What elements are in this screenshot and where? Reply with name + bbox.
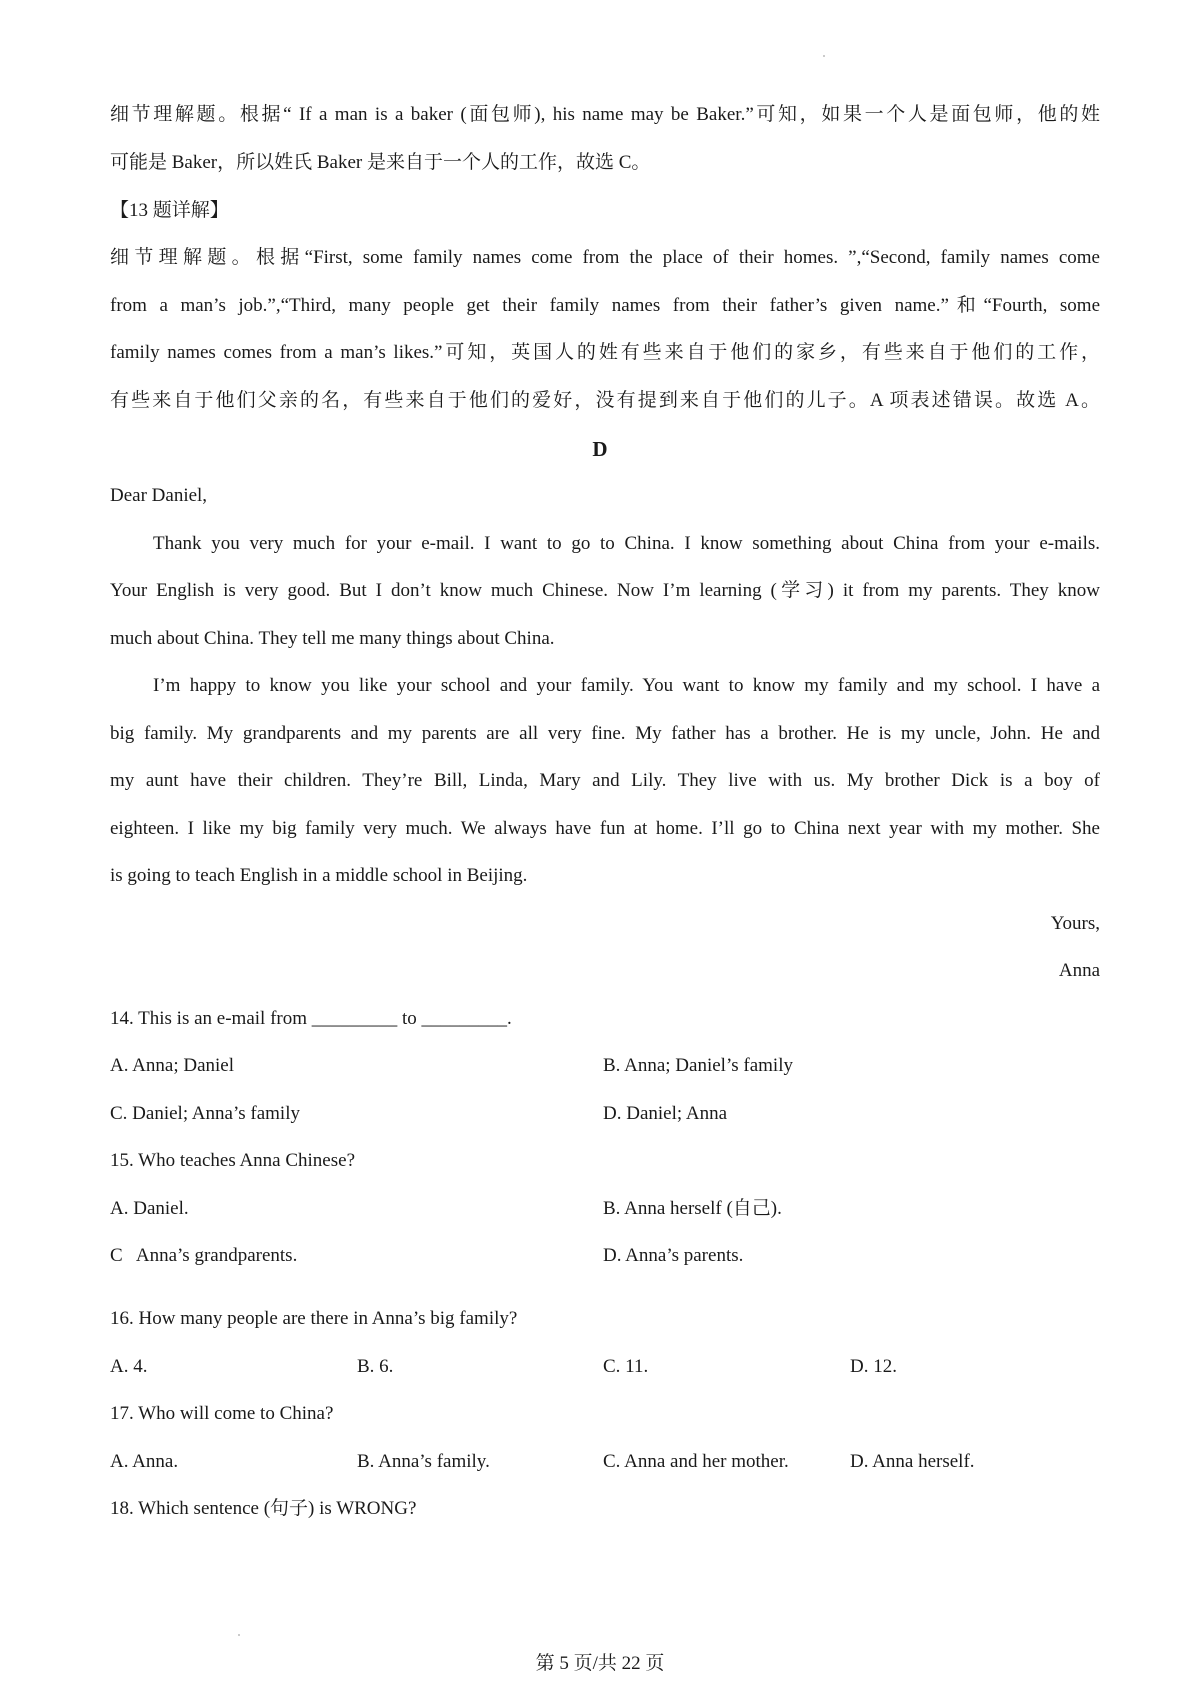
question-14-option-d: D. Daniel; Anna xyxy=(603,1103,728,1124)
question-17-option-d: D. Anna herself. xyxy=(850,1451,975,1472)
question-15-option-d: D. Anna’s parents. xyxy=(603,1245,744,1266)
explanation-13-line-4: 有些来自于他们父亲的名，有些来自于他们的爱好，没有提到来自于他们的儿子。A 项表述错误。故选 A。 xyxy=(110,390,1100,411)
question-17-option-c: C. Anna and her mother. xyxy=(603,1451,789,1472)
question-16-option-c: C. 11. xyxy=(603,1356,649,1377)
letter-paragraph-2-line-3: my aunt have their children. They’re Bill, Linda, Mary and Lily. They live with us. My brother Dick is a boy of xyxy=(110,770,1100,791)
explanation-13-line-3: family names comes from a man’s likes.”可知，英国人的姓有些来自于他们的家乡，有些来自于他们的工作， xyxy=(110,342,1100,363)
letter-closing: Yours, xyxy=(1050,913,1100,934)
question-14-stem: 14. This is an e-mail from _________ to _________. xyxy=(110,1008,512,1029)
letter-paragraph-2-line-5: is going to teach English in a middle school in Beijing. xyxy=(110,865,528,886)
letter-signature: Anna xyxy=(1058,960,1100,981)
explanation-13-line-1: 细节理解题。根据“First, some family names come from the place of their homes. ”,“Second, family names come xyxy=(110,247,1100,268)
letter-paragraph-2-line-2: big family. My grandparents and my parents are all very fine. My father has a brother. He is my uncle, John. He and xyxy=(110,723,1100,744)
letter-paragraph-1-line-2: Your English is very good. But I don’t know much Chinese. Now I’m learning (学习) it from my parents. They know xyxy=(110,580,1100,601)
question-16-stem: 16. How many people are there in Anna’s big family? xyxy=(110,1308,518,1329)
question-14-option-a: A. Anna; Daniel xyxy=(110,1055,235,1076)
question-14-option-b: B. Anna; Daniel’s family xyxy=(603,1055,793,1076)
question-17-option-a: A. Anna. xyxy=(110,1451,179,1472)
question-17-option-b: B. Anna’s family. xyxy=(357,1451,490,1472)
letter-paragraph-2-line-1: I’m happy to know you like your school and your family. You want to know my family and my school. I have a xyxy=(153,675,1100,696)
letter-paragraph-1-line-1: Thank you very much for your e-mail. I want to go to China. I know something about China from your e-mails. xyxy=(153,533,1100,554)
scan-speck xyxy=(823,55,825,57)
question-15-option-b: B. Anna herself (自己). xyxy=(603,1198,782,1219)
question-16-option-a: A. 4. xyxy=(110,1356,148,1377)
explanation-13-heading: 【13 题详解】 xyxy=(110,200,229,221)
question-18-stem: 18. Which sentence (句子) is WRONG? xyxy=(110,1498,417,1519)
explanation-13-line-2: from a man’s job.”,“Third, many people get their family names from their father’s given name.”和“Fourth, some xyxy=(110,295,1100,316)
section-heading: D xyxy=(592,437,608,461)
question-16-option-b: B. 6. xyxy=(357,1356,394,1377)
letter-paragraph-1-line-3: much about China. They tell me many things about China. xyxy=(110,628,555,649)
question-14-option-c: C. Daniel; Anna’s family xyxy=(110,1103,300,1124)
letter-greeting: Dear Daniel, xyxy=(110,485,208,506)
explanation-12-line-1: 细节理解题。根据“ If a man is a baker (面包师), his name may be Baker.”可知，如果一个人是面包师，他的姓 xyxy=(110,104,1100,125)
scan-speck xyxy=(238,1634,240,1636)
question-15-option-a: A. Daniel. xyxy=(110,1198,189,1219)
page-number-footer: 第 5 页/共 22 页 xyxy=(535,1653,665,1674)
question-15-stem: 15. Who teaches Anna Chinese? xyxy=(110,1150,355,1171)
letter-paragraph-2-line-4: eighteen. I like my big family very much. We always have fun at home. I’ll go to China next year with my mother. She xyxy=(110,818,1100,839)
question-15-option-c: C Anna’s grandparents. xyxy=(110,1245,298,1266)
question-17-stem: 17. Who will come to China? xyxy=(110,1403,334,1424)
explanation-12-line-2: 可能是 Baker，所以姓氏 Baker 是来自于一个人的工作，故选 C。 xyxy=(110,152,651,173)
question-16-option-d: D. 12. xyxy=(850,1356,897,1377)
